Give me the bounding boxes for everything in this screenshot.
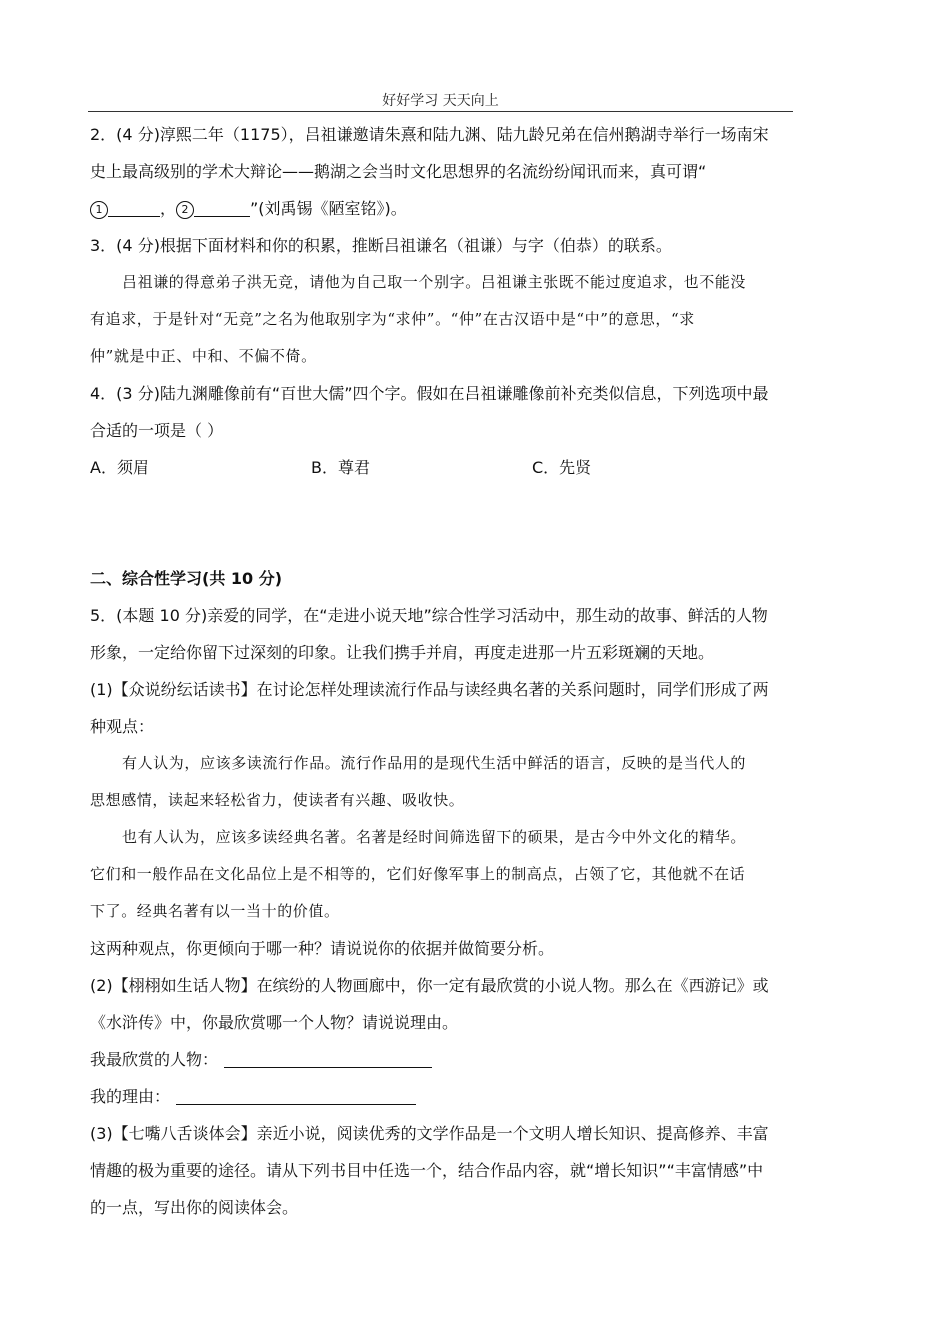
answer-blank-1[interactable] — [108, 196, 160, 217]
view-2-line-2: 它们和一般作品在文化品位上是不相等的，它们好像军事上的制高点，占领了它，其他就不在话 — [90, 865, 746, 883]
favorite-character-label: 我最欣赏的人物： — [90, 1050, 219, 1069]
q5-part1-line-2: 种观点： — [90, 717, 155, 736]
reason-row — [90, 1078, 800, 1115]
q5-part1-line-1: (1)【众说纷纭话读书】在讨论怎样处理读流行作品与读经典名著的关系问题时，同学们形成了两 — [90, 680, 769, 699]
spacer — [90, 486, 800, 560]
favorite-character-blank[interactable] — [224, 1047, 432, 1068]
blank-separator: ， — [160, 199, 177, 218]
option-b[interactable]: B．尊君 — [311, 458, 370, 477]
q4-options — [90, 449, 800, 486]
q3-material-line-3: 仲”就是中正、中和、不偏不倚。 — [90, 347, 317, 365]
q5-part1-question: 这两种观点，你更倾向于哪一种？请说说你的依据并做简要分析。 — [90, 939, 555, 958]
q3-prompt: 3．(4 分)根据下面材料和你的积累，推断吕祖谦名（祖谦）与字（伯恭）的联系。 — [90, 236, 672, 255]
header-divider — [88, 111, 793, 112]
q4-line-2: 合适的一项是（ ） — [90, 421, 224, 440]
reason-blank[interactable] — [176, 1084, 416, 1105]
q5-part2-line-1: (2)【栩栩如生话人物】在缤纷的人物画廊中，你一定有最欣赏的小说人物。那么在《西游记》或 — [90, 976, 769, 995]
view-2-line-3: 下了。经典名著有以一当十的价值。 — [90, 902, 340, 920]
document-body — [90, 116, 800, 1226]
page-header: 好好学习 天天向上 — [382, 93, 499, 109]
q3-material-line-2: 有追求，于是针对“无竞”之名为他取别字为“求仲”。“仲”在古汉语中是“中”的意思，“求 — [90, 310, 695, 328]
q2-line-2: 史上最高级别的学术大辩论——鹅湖之会当时文化思想界的名流纷纷闻讯而来，真可谓“ — [90, 162, 707, 181]
view-2-line-1: 也有人认为，应该多读经典名著。名著是经时间筛选留下的硕果，是古今中外文化的精华。 — [122, 828, 747, 846]
blank-1-marker: 1 — [90, 201, 108, 219]
q2-source: ”(刘禹锡《陋室铭》)。 — [250, 199, 407, 218]
q5-part2-line-2: 《水浒传》中，你最欣赏哪一个人物？请说说理由。 — [90, 1013, 459, 1032]
q4-line-1: 4．(3 分)陆九渊雕像前有“百世大儒”四个字。假如在吕祖谦雕像前补充类似信息，下列选项中最 — [90, 384, 769, 403]
q2-line-3 — [90, 190, 800, 227]
option-c[interactable]: C．先贤 — [532, 458, 592, 477]
q5-part3-line-2: 情趣的极为重要的途径。请从下列书目中任选一个，结合作品内容，就“增长知识”“丰富情感”中 — [90, 1161, 764, 1180]
q5-part3-line-3: 的一点，写出你的阅读体会。 — [90, 1198, 299, 1217]
q2-line-1: 2．(4 分)淳熙二年（1175），吕祖谦邀请朱熹和陆九渊、陆九龄兄弟在信州鹅湖寺举行一场南宋 — [90, 125, 769, 144]
q3-material-line-1: 吕祖谦的得意弟子洪无竞，请他为自己取一个别字。吕祖谦主张既不能过度追求，也不能没 — [122, 273, 747, 291]
q5-part3-line-1: (3)【七嘴八舌谈体会】亲近小说，阅读优秀的文学作品是一个文明人增长知识、提高修养、丰富 — [90, 1124, 769, 1143]
view-1-line-2: 思想感情，读起来轻松省力，使读者有兴趣、吸收快。 — [90, 791, 465, 809]
blank-2-marker: 2 — [176, 201, 194, 219]
reason-label: 我的理由： — [90, 1087, 171, 1106]
answer-blank-2[interactable] — [194, 196, 250, 217]
section-2-title: 二、综合性学习(共 10 分) — [90, 569, 283, 588]
q5-intro-line-2: 形象，一定给你留下过深刻的印象。让我们携手并肩，再度走进那一片五彩斑斓的天地。 — [90, 643, 715, 662]
q5-intro-line-1: 5．(本题 10 分)亲爱的同学，在“走进小说天地”综合性学习活动中，那生动的故事、鲜活的人物 — [90, 606, 768, 625]
favorite-character-row — [90, 1041, 800, 1078]
option-a[interactable]: A．须眉 — [90, 458, 149, 477]
view-1-line-1: 有人认为，应该多读流行作品。流行作品用的是现代生活中鲜活的语言，反映的是当代人的 — [122, 754, 747, 772]
